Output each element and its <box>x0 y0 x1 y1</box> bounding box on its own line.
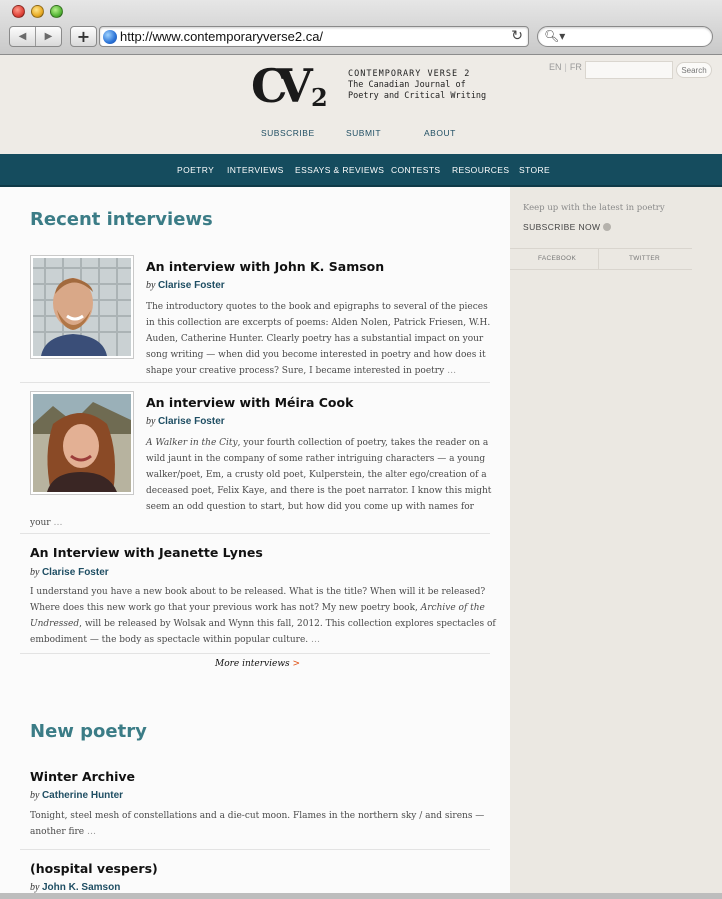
interview-excerpt-continued <box>30 515 62 531</box>
recent-interviews-heading: Recent interviews <box>30 209 213 230</box>
more-interviews-label[interactable]: More interviews <box>215 659 290 669</box>
nav-item-resources[interactable]: RESOURCES <box>452 165 510 175</box>
main-nav <box>0 154 722 187</box>
by-label: by <box>30 882 40 893</box>
tagline-line: Poetry and Critical Writing <box>348 91 487 101</box>
svg-text:C: C <box>251 60 288 112</box>
tagline-line: CONTEMPORARY VERSE 2 <box>348 69 471 79</box>
author-link[interactable]: John K. Samson <box>41 882 121 893</box>
excerpt-line: Tonight, steel mesh of constellations and a die-cut moon. Flames in the northern sky / and sirens — <box>30 811 485 821</box>
author-link[interactable]: Clarise Foster <box>41 567 109 578</box>
book-title: Undressed <box>30 619 80 629</box>
poem-title[interactable]: (hospital vespers) <box>30 861 158 876</box>
poem-excerpt <box>30 808 484 840</box>
excerpt-line: another fire <box>30 827 85 837</box>
excerpt-line: I understand you have a new book about to be released. What is the title? When will it be released? <box>30 587 486 597</box>
search-icon: 🔍︎▾ <box>544 29 566 43</box>
poem-byline <box>30 882 120 893</box>
arrow-circle-icon <box>603 223 611 231</box>
divider <box>20 382 490 383</box>
main-content <box>0 187 510 893</box>
book-title: A Walker in the City <box>146 438 238 448</box>
sidebar <box>510 187 722 893</box>
poem-title[interactable]: Winter Archive <box>30 769 135 784</box>
interview-byline <box>30 567 109 578</box>
subscribe-now-link[interactable] <box>523 222 611 232</box>
browser-toolbar <box>0 0 722 55</box>
divider <box>598 249 599 269</box>
site-header <box>0 55 722 154</box>
read-more-link[interactable]: … <box>53 518 63 528</box>
by-label: by <box>30 790 40 801</box>
chevron-right-icon: > <box>292 659 301 669</box>
by-label: by <box>30 567 40 578</box>
by-label: by <box>146 280 156 291</box>
nav-item-store[interactable]: STORE <box>519 165 551 175</box>
interview-excerpt <box>30 584 496 648</box>
interview-byline <box>146 416 225 427</box>
back-arrow-icon[interactable]: ◀ <box>18 31 27 42</box>
address-bar[interactable] <box>99 26 529 47</box>
minimize-window-button[interactable] <box>31 5 44 18</box>
nav-item-interviews[interactable]: INTERVIEWS <box>227 165 284 175</box>
excerpt-line: embodiment — the body as spectacle within popular culture. <box>30 635 309 645</box>
interview-title[interactable]: An interview with John K. Samson <box>146 259 385 274</box>
facebook-link[interactable]: FACEBOOK <box>538 255 577 262</box>
reload-icon[interactable]: ↻ <box>511 28 523 44</box>
lang-en-link[interactable]: EN <box>549 62 562 72</box>
cv2-logo[interactable] <box>251 60 336 112</box>
interview-excerpt <box>146 435 491 515</box>
nav-item-essays-reviews[interactable]: ESSAYS & REVIEWS <box>295 165 385 175</box>
interview-photo-meira-cook[interactable] <box>30 391 134 495</box>
social-links <box>510 248 692 270</box>
divider <box>20 849 490 850</box>
divider <box>20 653 490 654</box>
history-buttons <box>9 26 62 47</box>
interview-photo-john-samson[interactable] <box>30 255 134 359</box>
excerpt-line: walker/poet, Em, a crusty old poet, Kulperstein, the alter ego/creation of a <box>146 470 487 480</box>
excerpt-line: wild jaunt in the company of some rather intriguing characters — a young <box>146 454 486 464</box>
journal-tagline <box>348 69 486 102</box>
url-text[interactable]: http://www.contemporaryverse2.ca/ <box>120 29 324 44</box>
book-title: Archive of the <box>420 603 485 613</box>
subscribe-now-label[interactable]: SUBSCRIBE NOW <box>523 222 601 232</box>
svg-text:V: V <box>277 60 313 112</box>
submit-link[interactable]: SUBMIT <box>346 128 382 138</box>
portrait-image <box>33 258 131 356</box>
interview-byline <box>146 280 225 291</box>
excerpt-line: The introductory quotes to the book and epigraphs to several of the pieces <box>146 302 488 312</box>
poem-byline <box>30 790 123 801</box>
close-window-button[interactable] <box>12 5 25 18</box>
lang-fr-link[interactable]: FR <box>569 62 582 72</box>
interview-title[interactable]: An Interview with Jeanette Lynes <box>30 545 263 560</box>
by-label: by <box>146 416 156 427</box>
new-poetry-heading: New poetry <box>30 721 147 742</box>
newsletter-prompt: Keep up with the latest in poetry <box>523 203 665 213</box>
excerpt-line: in this collection are excerpts of poems: Alden Nolen, Patrick Friesen, W.H. <box>146 318 491 328</box>
add-bookmark-button[interactable]: + <box>70 26 97 47</box>
author-link[interactable]: Clarise Foster <box>157 416 225 427</box>
excerpt-line: seem an odd question to start, but how did you come up with names for <box>146 502 474 512</box>
author-link[interactable]: Catherine Hunter <box>41 790 124 801</box>
window-bottom-edge <box>0 893 722 899</box>
excerpt-line: your <box>30 518 51 528</box>
excerpt-line: Auden, Catherine Hunter. Clearly poetry has a substantial impact on your <box>146 334 484 344</box>
zoom-window-button[interactable] <box>50 5 63 18</box>
about-link[interactable]: ABOUT <box>424 128 456 138</box>
site-search-input[interactable] <box>585 61 673 79</box>
more-interviews-link[interactable] <box>215 659 300 669</box>
lang-separator: | <box>564 62 567 72</box>
nav-item-contests[interactable]: CONTESTS <box>391 165 441 175</box>
twitter-link[interactable]: TWITTER <box>629 255 660 262</box>
globe-icon <box>103 30 117 44</box>
excerpt-line: , will be released by Wolsak and Wynn this fall, 2012. This collection explores spectacles of <box>79 619 496 629</box>
excerpt-line: , your fourth collection of poetry, takes the reader on a <box>237 438 489 448</box>
excerpt-line: shape your creative process? Sure, I became interested in poetry <box>146 366 445 376</box>
excerpt-line: Where does this new work go that your previous work has not? My new poetry book, <box>30 603 421 613</box>
forward-arrow-icon[interactable]: ▶ <box>35 27 61 46</box>
author-link[interactable]: Clarise Foster <box>157 280 225 291</box>
read-more-link[interactable]: … <box>87 827 96 837</box>
portrait-image <box>33 394 131 492</box>
site-search-button[interactable]: Search <box>676 62 712 78</box>
subscribe-link[interactable]: SUBSCRIBE <box>261 128 315 138</box>
nav-item-poetry[interactable]: POETRY <box>177 165 215 175</box>
read-more-link[interactable]: … <box>447 366 457 376</box>
language-switcher <box>549 62 582 72</box>
browser-search-field[interactable] <box>537 26 713 47</box>
interview-excerpt <box>146 299 490 379</box>
excerpt-line: deceased poet, Felix Kaye, and there is the poet narrator. I know this might <box>146 486 492 496</box>
interview-title[interactable]: An interview with Méira Cook <box>146 395 354 410</box>
divider <box>20 533 490 534</box>
tagline-line: The Canadian Journal of <box>348 80 466 90</box>
read-more-link[interactable]: … <box>311 635 321 645</box>
svg-text:2: 2 <box>311 83 328 112</box>
excerpt-line: song writing — when did you become interested in poetry and how does it <box>146 350 486 360</box>
